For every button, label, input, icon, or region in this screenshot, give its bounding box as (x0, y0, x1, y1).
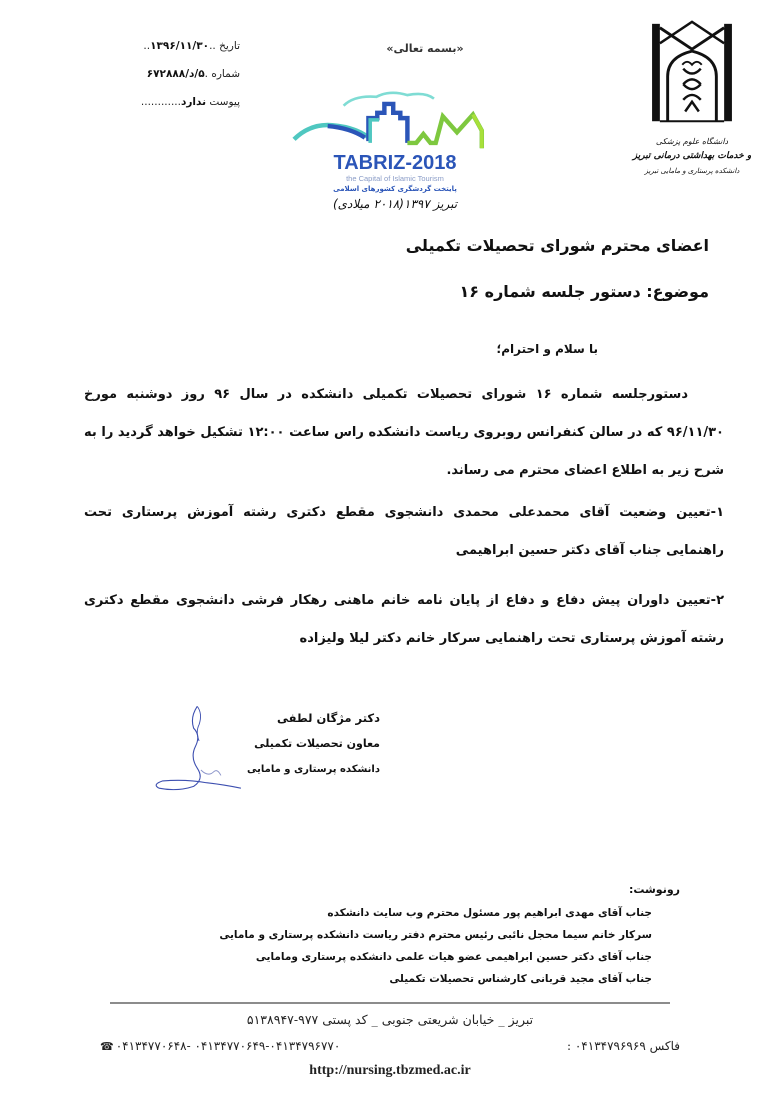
letter-number: شماره .۵/د/۶۷۲۸۸۸ (146, 68, 240, 80)
cc-recipient: جناب آقای دکتر حسین ابراهیمی عضو هیات علمی دانشکده پرستاری ومامایی (255, 951, 652, 963)
footer-website-link[interactable]: http://nursing.tbzmed.ac.ir (309, 1063, 471, 1078)
cc-label: رونوشت: (628, 883, 680, 896)
telephone-icon: ☎ (100, 1040, 114, 1053)
university-emblem (612, 18, 772, 193)
attachment-value: ندارد (180, 96, 207, 108)
agenda-item: ۱-تعیین وضعیت آقای محمدعلی محمدی دانشجوی مقطع دکتری رشته آموزش پرستاری تحت راهنمایی جناب آقای دکتر حسین ابراهیمی (84, 505, 724, 558)
tabriz-skyline-icon (279, 88, 511, 150)
footer-phone-group (100, 1037, 340, 1056)
handwritten-signature-icon (150, 700, 250, 800)
footer-divider (110, 1002, 670, 1004)
university-name-line-1: دانشگاه علوم پزشکی (655, 137, 729, 146)
tabriz-year-line: تبریز ۱۳۹۷(۲۰۱۸ میلادی) (332, 197, 458, 211)
letter-attachment: پیوست ندارد............ (140, 96, 240, 108)
basmala: «بسمه تعالی» (386, 42, 464, 55)
signer-title: معاون تحصیلات تکمیلی (254, 737, 380, 750)
attachment-label: پیوست (209, 96, 240, 108)
cc-list (92, 902, 652, 990)
tabriz-logo-subtitle-fa: پایتخت گردشگری کشورهای اسلامی (333, 185, 457, 193)
date-value: ۱۳۹۶/۱۱/۳۰ (150, 40, 210, 52)
footer-address: تبریز _ خیابان شریعتی جنوبی _ کد پستی ۹۷۷-۵۱۳۸۹۴۷ (246, 1012, 534, 1027)
footer-fax-group (567, 1037, 680, 1056)
tabriz-2018-logo (270, 88, 520, 222)
letter-recipient: اعضای محترم شورای تحصیلات تکمیلی (405, 236, 709, 255)
agenda-item: ۲-تعیین داوران پیش دفاع و دفاع از پایان نامه خانم ماهنی رهکار فرشی دانشجوی مقطع دکتری رشته آموزش پرستاری تحت راهنمایی سرکار خانم دکتر لیلا ولیزاده (84, 593, 724, 646)
footer-fax-number: ۰۴۱۳۴۷۹۶۹۶۹ (574, 1039, 646, 1053)
tabriz-logo-title: TABRIZ-2018 (333, 152, 457, 174)
letter-subject: موضوع: دستور جلسه شماره ۱۶ (459, 282, 709, 301)
footer-phone-numbers: ۰۴۱۳۴۷۷۰۶۴۸- ۰۴۱۳۴۷۷۰۶۴۹-۰۴۱۳۴۷۹۶۷۷۰ (115, 1039, 341, 1053)
cc-recipient: جناب آقای مجید قربانی کارشناس تحصیلات تکمیلی (389, 973, 652, 985)
number-label: شماره (211, 68, 240, 80)
date-label: تاریخ (219, 40, 240, 52)
tabriz-logo-subtitle: the Capital of Islamic Tourism (346, 174, 444, 183)
signer-department: دانشکده پرستاری و مامایی (247, 764, 380, 775)
university-name-line-2: و خدمات بهداشتی درمانی تبریز (632, 151, 752, 161)
faculty-name-line: دانشکده پرستاری و مامایی تبریز (644, 167, 740, 175)
letter-intro-paragraph: دستورجلسه شماره ۱۶ شورای تحصیلات تکمیلی دانشکده در سال ۹۶ روز دوشنبه مورخ ۹۶/۱۱/۳۰ که در سالن کنفرانس روبروی ریاست دانشکده راس ساعت ۱۲:۰۰ تشکیل خواهد گردید را به شرح زیر به اطلاع اعضای محترم می رساند. (84, 387, 724, 478)
university-emblem-icon (637, 18, 747, 130)
number-value: ۵/د/۶۷۲۸۸۸ (146, 68, 205, 80)
footer-fax-label: : فاکس (567, 1039, 680, 1053)
cc-recipient: جناب آقای مهدی ابراهیم پور مسئول محترم وب سایت دانشکده (327, 907, 652, 919)
letter-date: تاریخ ..۱۳۹۶/۱۱/۳۰.. (143, 40, 240, 52)
footer-contact-row (100, 1037, 680, 1056)
signature-block (150, 700, 380, 800)
signer-name: دکتر مژگان لطفی (277, 711, 380, 725)
cc-recipient: سرکار خانم سیما محجل نائبی رئیس محترم دفتر ریاست دانشکده پرستاری و مامایی (219, 929, 652, 941)
letter-greeting: با سلام و احترام؛ (496, 342, 598, 356)
